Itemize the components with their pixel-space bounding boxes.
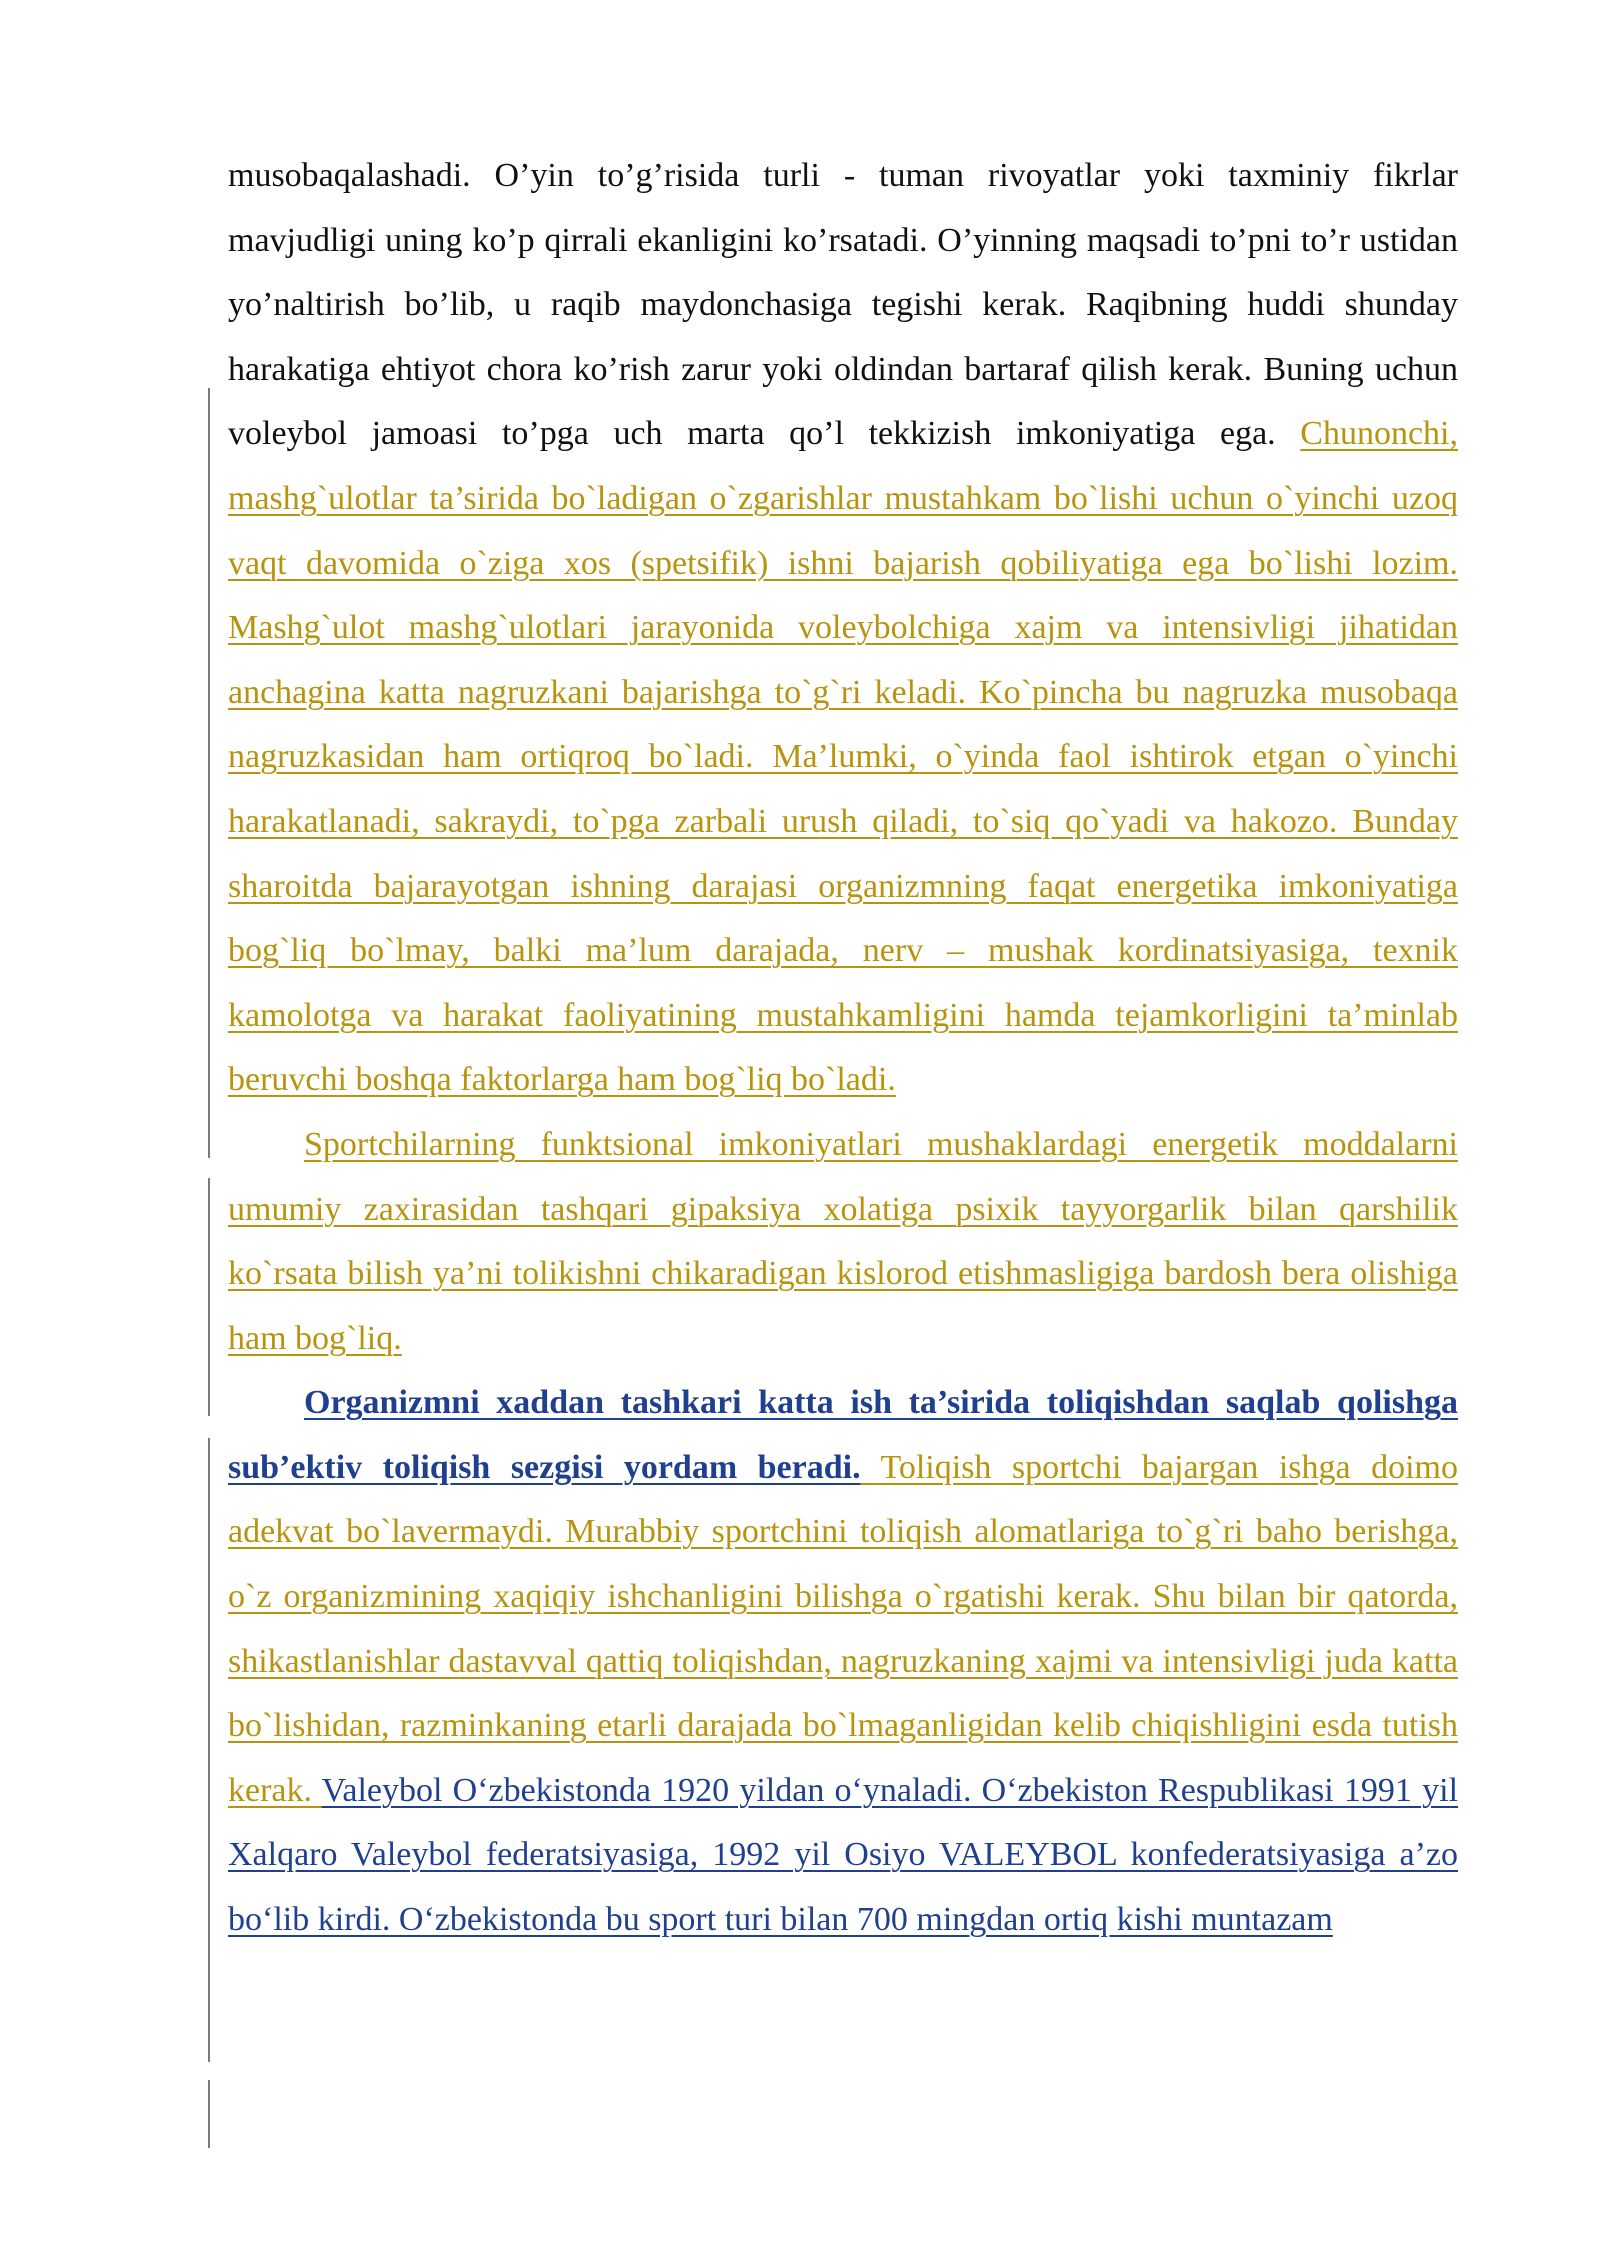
bold-tracked-insertion: Organizmni xaddan tashkari katta ish ta’sirida toliqishdan saqlab qolishga sub’ektiv toliqish sezgisi yordam beradi. <box>228 1384 1458 1486</box>
paragraph-2 <box>228 1113 1458 1371</box>
body-text: musobaqalashadi. O’yin to’g’risida turli - tuman rivoyatlar yoki taxminiy fikrlar mavjudligi uning ko’p qirrali ekanligini ko’rsatadi. O’yinning maqsadi to’pni to’r ustidan yo’naltirish bo’lib, u raqib maydonchasiga tegishi kerak. Raqibning huddi shunday harakatiga ehtiyot chora ko’rish zarur yoki oldindan bartaraf qilish kerak. Buning uchun voleybol jamoasi to’pga uch marta qo’l tekkizish imkoniyatiga ega. <box>228 157 1458 453</box>
change-bar <box>208 2080 210 2148</box>
paragraph-1 <box>228 144 1458 1113</box>
tracked-insertion: Sportchilarning funktsional imkoniyatlari mushaklardagi energetik moddalarni umumiy zaxirasidan tashqari gipaksiya xolatiga psixik tayyorgarlik bilan qarshilik ko`rsata bilish ya’ni tolikishni chikaradigan kislorod etishmasligiga bardosh bera olishiga ham bog`liq. <box>228 1125 1458 1357</box>
change-bar <box>208 1178 210 1416</box>
tracked-insertion-blue: Valeybol O‘zbekistonda 1920 yildan o‘ynaladi. O‘zbekiston Respublikasi 1991 yil Xalqaro Valeybol federatsiyasiga, 1992 yil Osiyo VALEYBOL konfederatsiyasiga a’zo bo‘lib kirdi. O‘zbekistonda bu sport turi bilan 700 mingdan ortiq kishi muntazam <box>228 1771 1459 1939</box>
tracked-insertion: Chunonchi, mashg`ulotlar ta’sirida bo`ladigan o`zgarishlar mustahkam bo`lishi uchun o`yinchi uzoq vaqt davomida o`ziga xos (spetsifik) ishni bajarish qobiliyatiga ega bo`lishi lozim. Mashg`ulot mashg`ulotlari jarayonida voleybolchiga xajm va intensivligi jihatidan anchagina katta nagruzkani bajarishga to`g`ri keladi. Ko`pincha bu nagruzka musobaqa nagruzkasidan ham ortiqroq bo`ladi. Ma’lumki, o`yinda faol ishtirok etgan o`yinchi harakatlanadi, sakraydi, to`pga zarbali urush qiladi, to`siq qo`yadi va hakozo. Bunday sharoitda bajarayotgan ishning darajasi organizmning faqat energetika imkoniyatiga bog`liq bo`lmay, balki ma’lum darajada, nerv – mushak kordinatsiyasiga, texnik kamolotga va harakat faoliyatining mustahkamligini hamda tejamkorligini ta’minlab beruvchi boshqa faktorlarga ham bog`liq bo`ladi. <box>228 415 1458 1099</box>
tracked-insertion: Toliqish sportchi bajargan ishga doimo adekvat bo`lavermaydi. Murabbiy sportchini toliqish alomatlariga to`g`ri baho berishga, o`z organizmining xaqiqiy ishchanligini bilishga o`rgatishi kerak. Shu bilan bir qatorda, shikastlanishlar dastavval qattiq toliqishdan, nagruzkaning xajmi va intensivligi juda katta bo`lishidan, razminkaning etarli darajada bo`lmaganligidan kelib chiqishligini esda tutish kerak. <box>228 1448 1458 1809</box>
paragraph-3 <box>228 1371 1458 1952</box>
change-bar <box>208 388 210 1158</box>
change-bar <box>208 1438 210 2062</box>
document-body <box>228 144 1458 1953</box>
